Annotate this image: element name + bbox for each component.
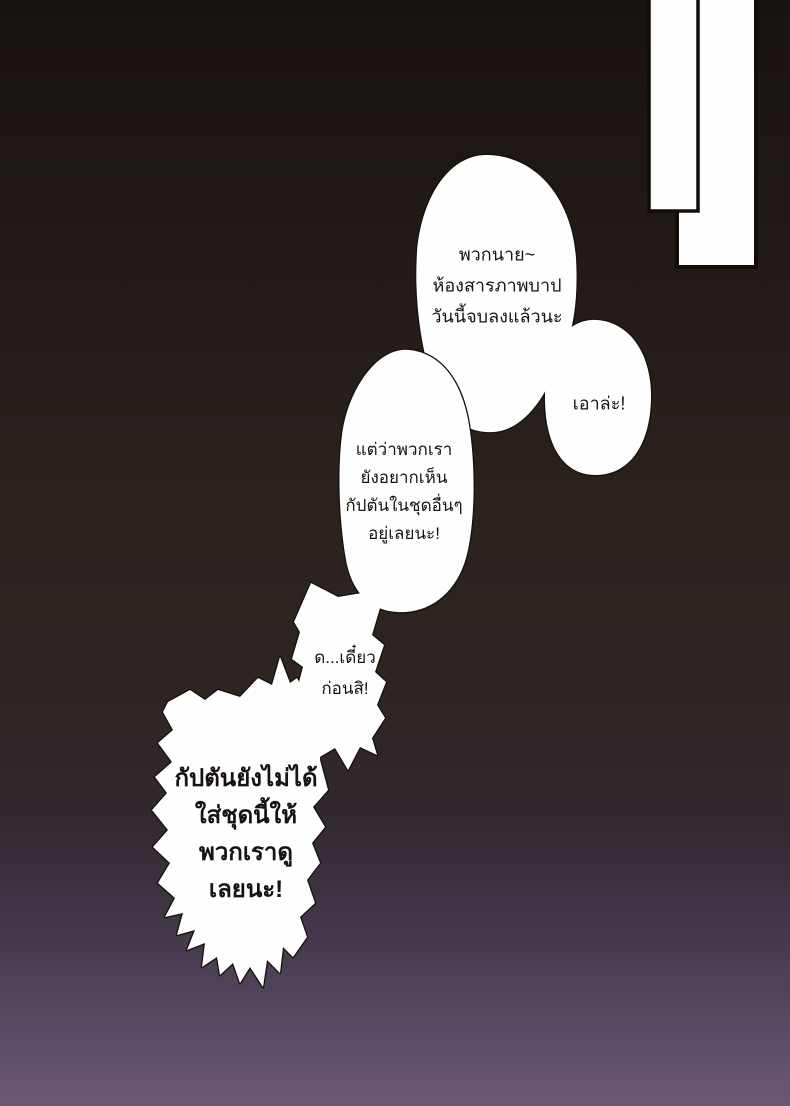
- dialogue-line: ห้องสารภาพบาป: [432, 275, 562, 296]
- request-bubble-text: [345, 436, 462, 548]
- panel-bars: [649, 0, 756, 267]
- dialogue-line: ยังอยากเห็น: [360, 468, 448, 487]
- dialogue-line: วันนี้จบลงแล้วนะ: [431, 306, 563, 327]
- panel-bar-left: [649, 0, 698, 211]
- dialogue-line: แต่ว่าพวกเรา: [355, 440, 453, 459]
- dialogue-line: พวกเราดู: [199, 839, 293, 866]
- dialogue-line: กัปตันยังไม่ได้: [174, 765, 318, 792]
- protest-large-bubble-text: [174, 760, 317, 908]
- dialogue-line: ใส่ชุดนี้ให้: [194, 802, 298, 829]
- dialogue-line: เอาล่ะ!: [572, 393, 626, 414]
- dialogue-line: ด...เดี๋ยว: [314, 648, 376, 667]
- dialogue-line: อยู่เลยนะ!: [368, 524, 440, 543]
- announcement-bubble-text: [431, 240, 562, 333]
- protest-small-bubble-text: [314, 642, 376, 704]
- reply-bubble-text: [573, 389, 626, 420]
- dialogue-line: เลยนะ!: [208, 876, 284, 903]
- dialogue-line: ก่อนสิ!: [321, 679, 369, 698]
- dialogue-line: กัปตันในชุดอื่นๆ: [345, 496, 463, 515]
- dialogue-line: พวกนาย~: [458, 244, 536, 265]
